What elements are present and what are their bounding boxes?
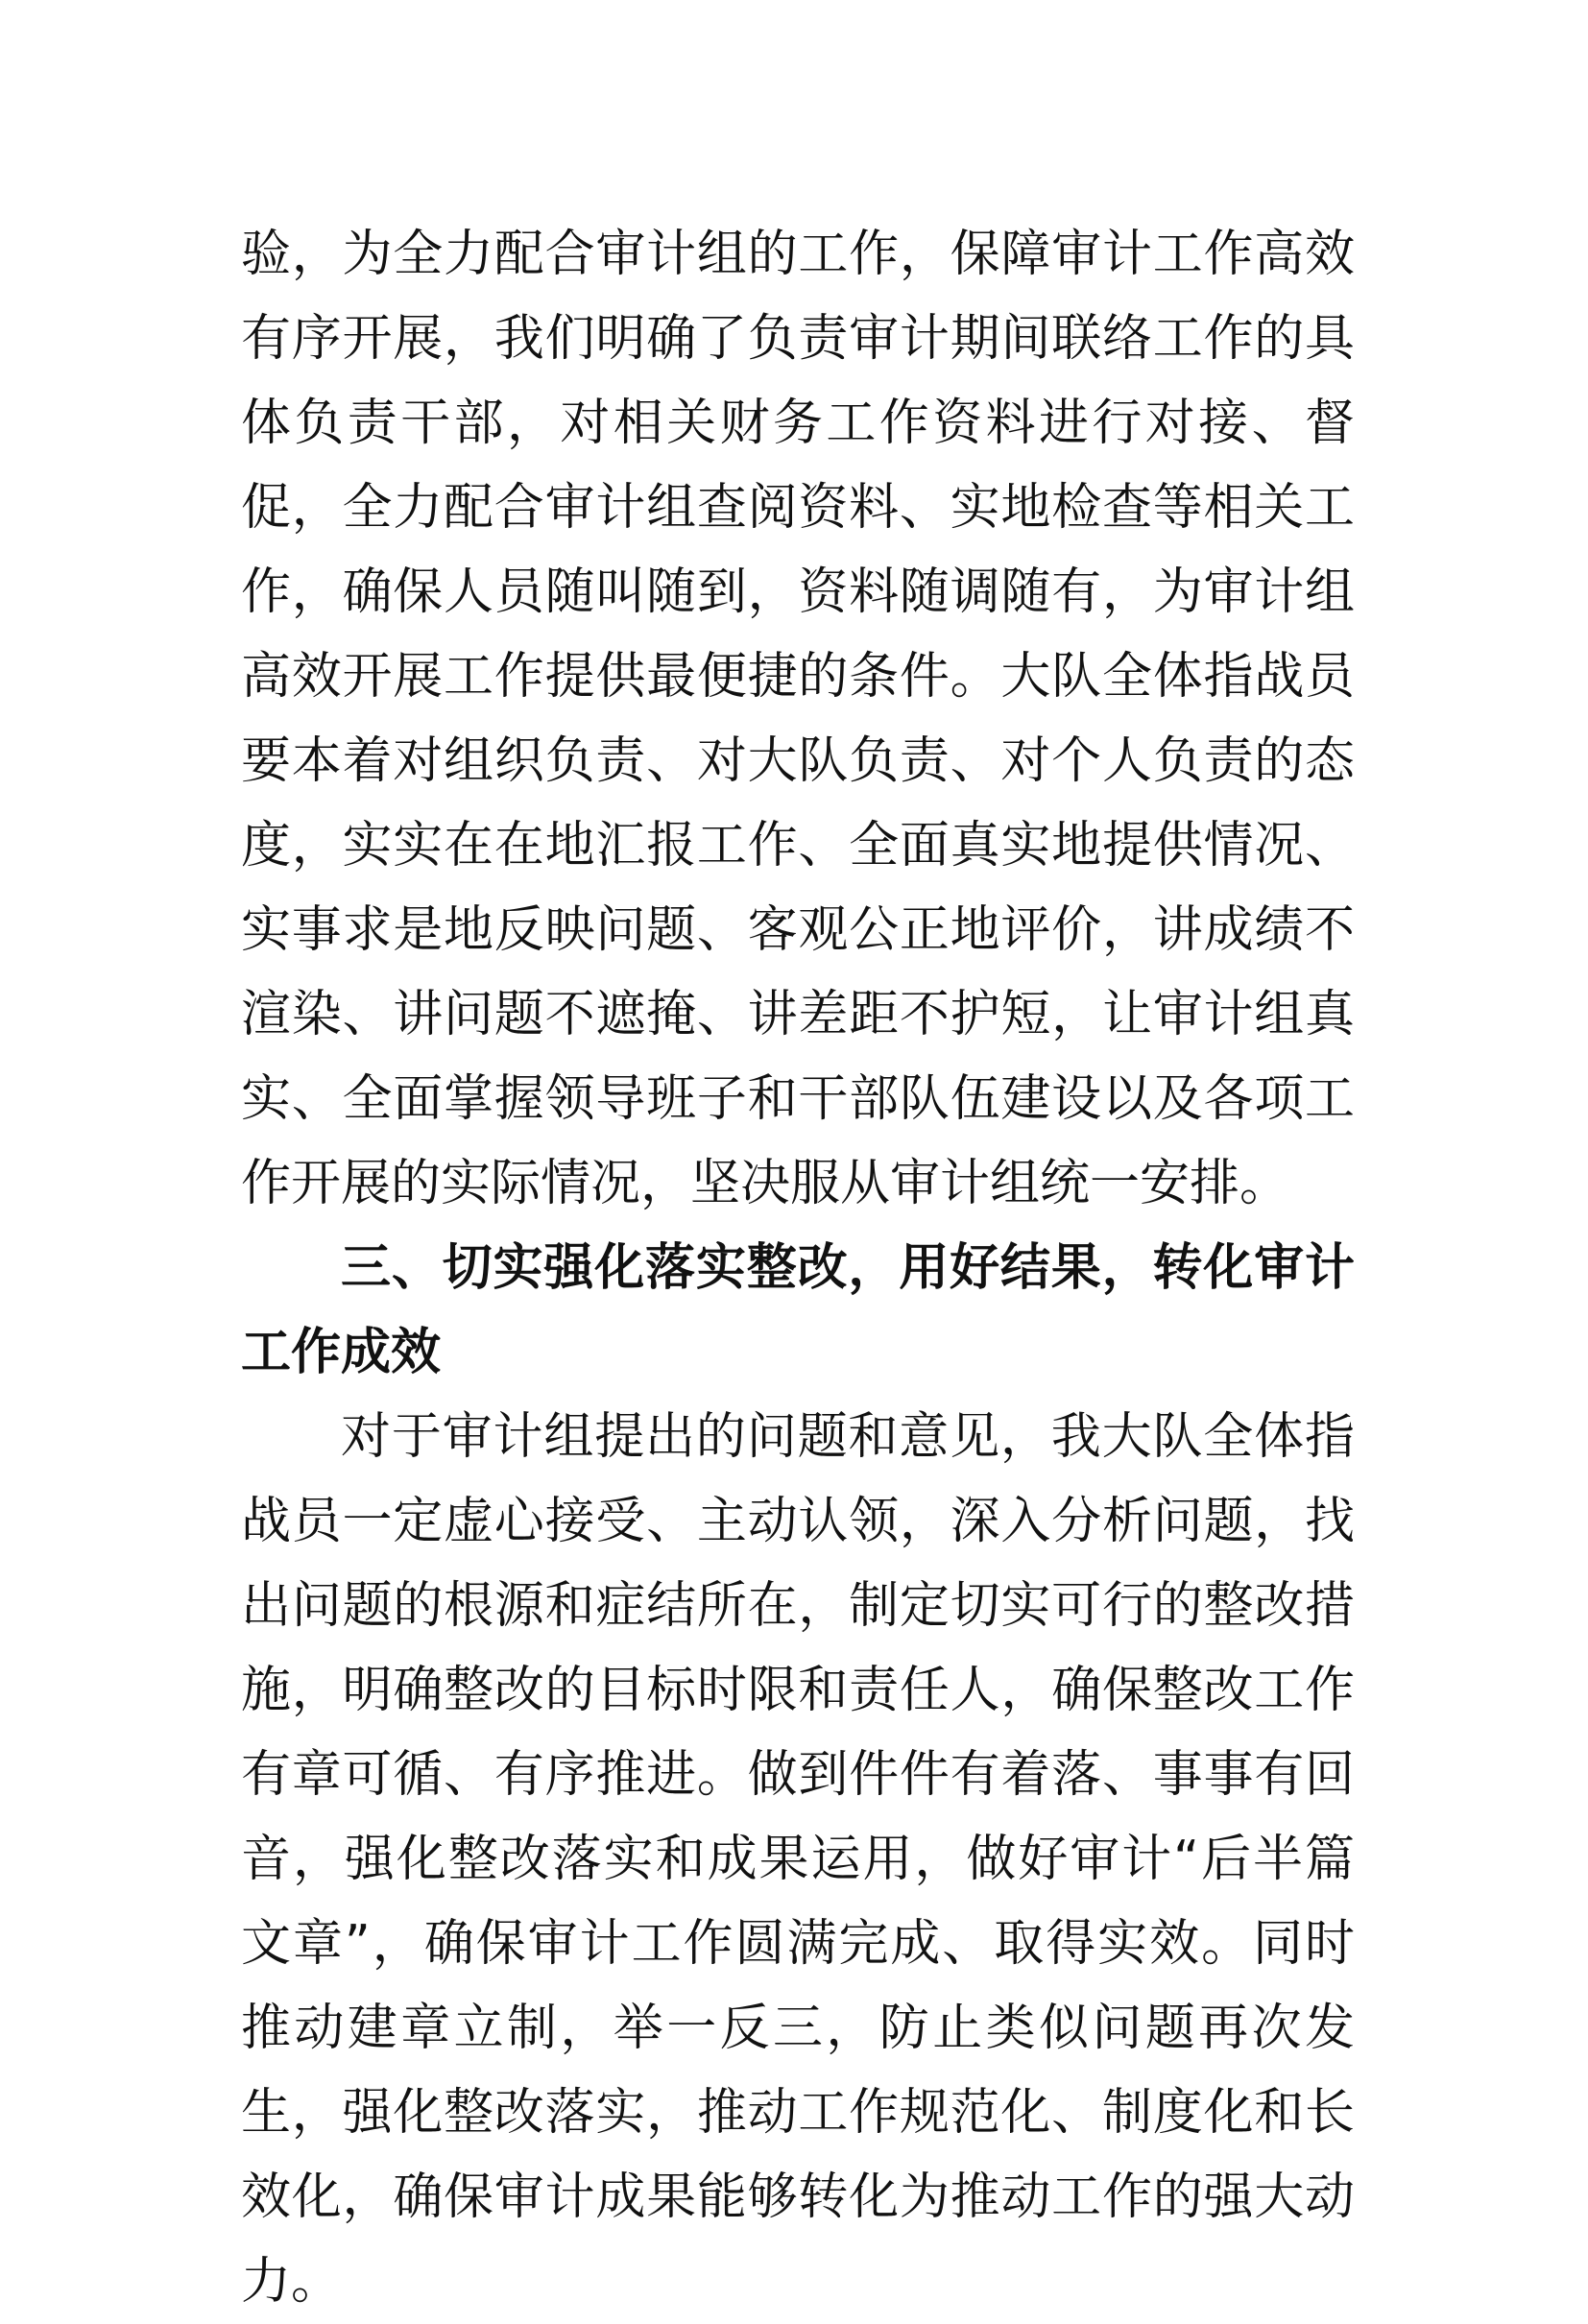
section-heading-three: 三、切实强化落实整改，用好结果，转化审计工作成效 xyxy=(241,1239,1355,1381)
paragraph-continued: 验，为全力配合审计组的工作，保障审计工作高效有序开展，我们明确了负责审计期间联络工作的具体负责干部，对相关财务工作资料进行对接、督促，全力配合审计组查阅资料、实地检查等相关工作，确保人员随叫随到，资料随调随有，为审计组高效开展工作提供最便捷的条件。大队全体指战员要本着对组织负责、对大队负责、对个人负责的态度，实实在在地汇报工作、全面真实地提供情况、实事求是地反映问题、客观公正地评价，讲成绩不渲染、讲问题不遮掩、讲差距不护短，让审计组真实、全面掌握领导班子和干部队伍建设以及各项工作开展的实际情况，坚决服从审计组统一安排。 xyxy=(241,226,1355,1212)
paragraph-rectification: 对于审计组提出的问题和意见，我大队全体指战员一定虚心接受、主动认领，深入分析问题，找出问题的根源和症结所在，制定切实可行的整改措施，明确整改的目标时限和责任人，确保整改工作有章可循、有序推进。做到件件有着落、事事有回音，强化整改落实和成果运用，做好审计“后半篇文章”，确保审计工作圆满完成、取得实效。同时推动建章立制，举一反三，防止类似问题再次发生，强化整改落实，推动工作规范化、制度化和长效化，确保审计成果能够转化为推动工作的强大动力。 xyxy=(241,1408,1355,2311)
document-body xyxy=(241,212,1355,2324)
